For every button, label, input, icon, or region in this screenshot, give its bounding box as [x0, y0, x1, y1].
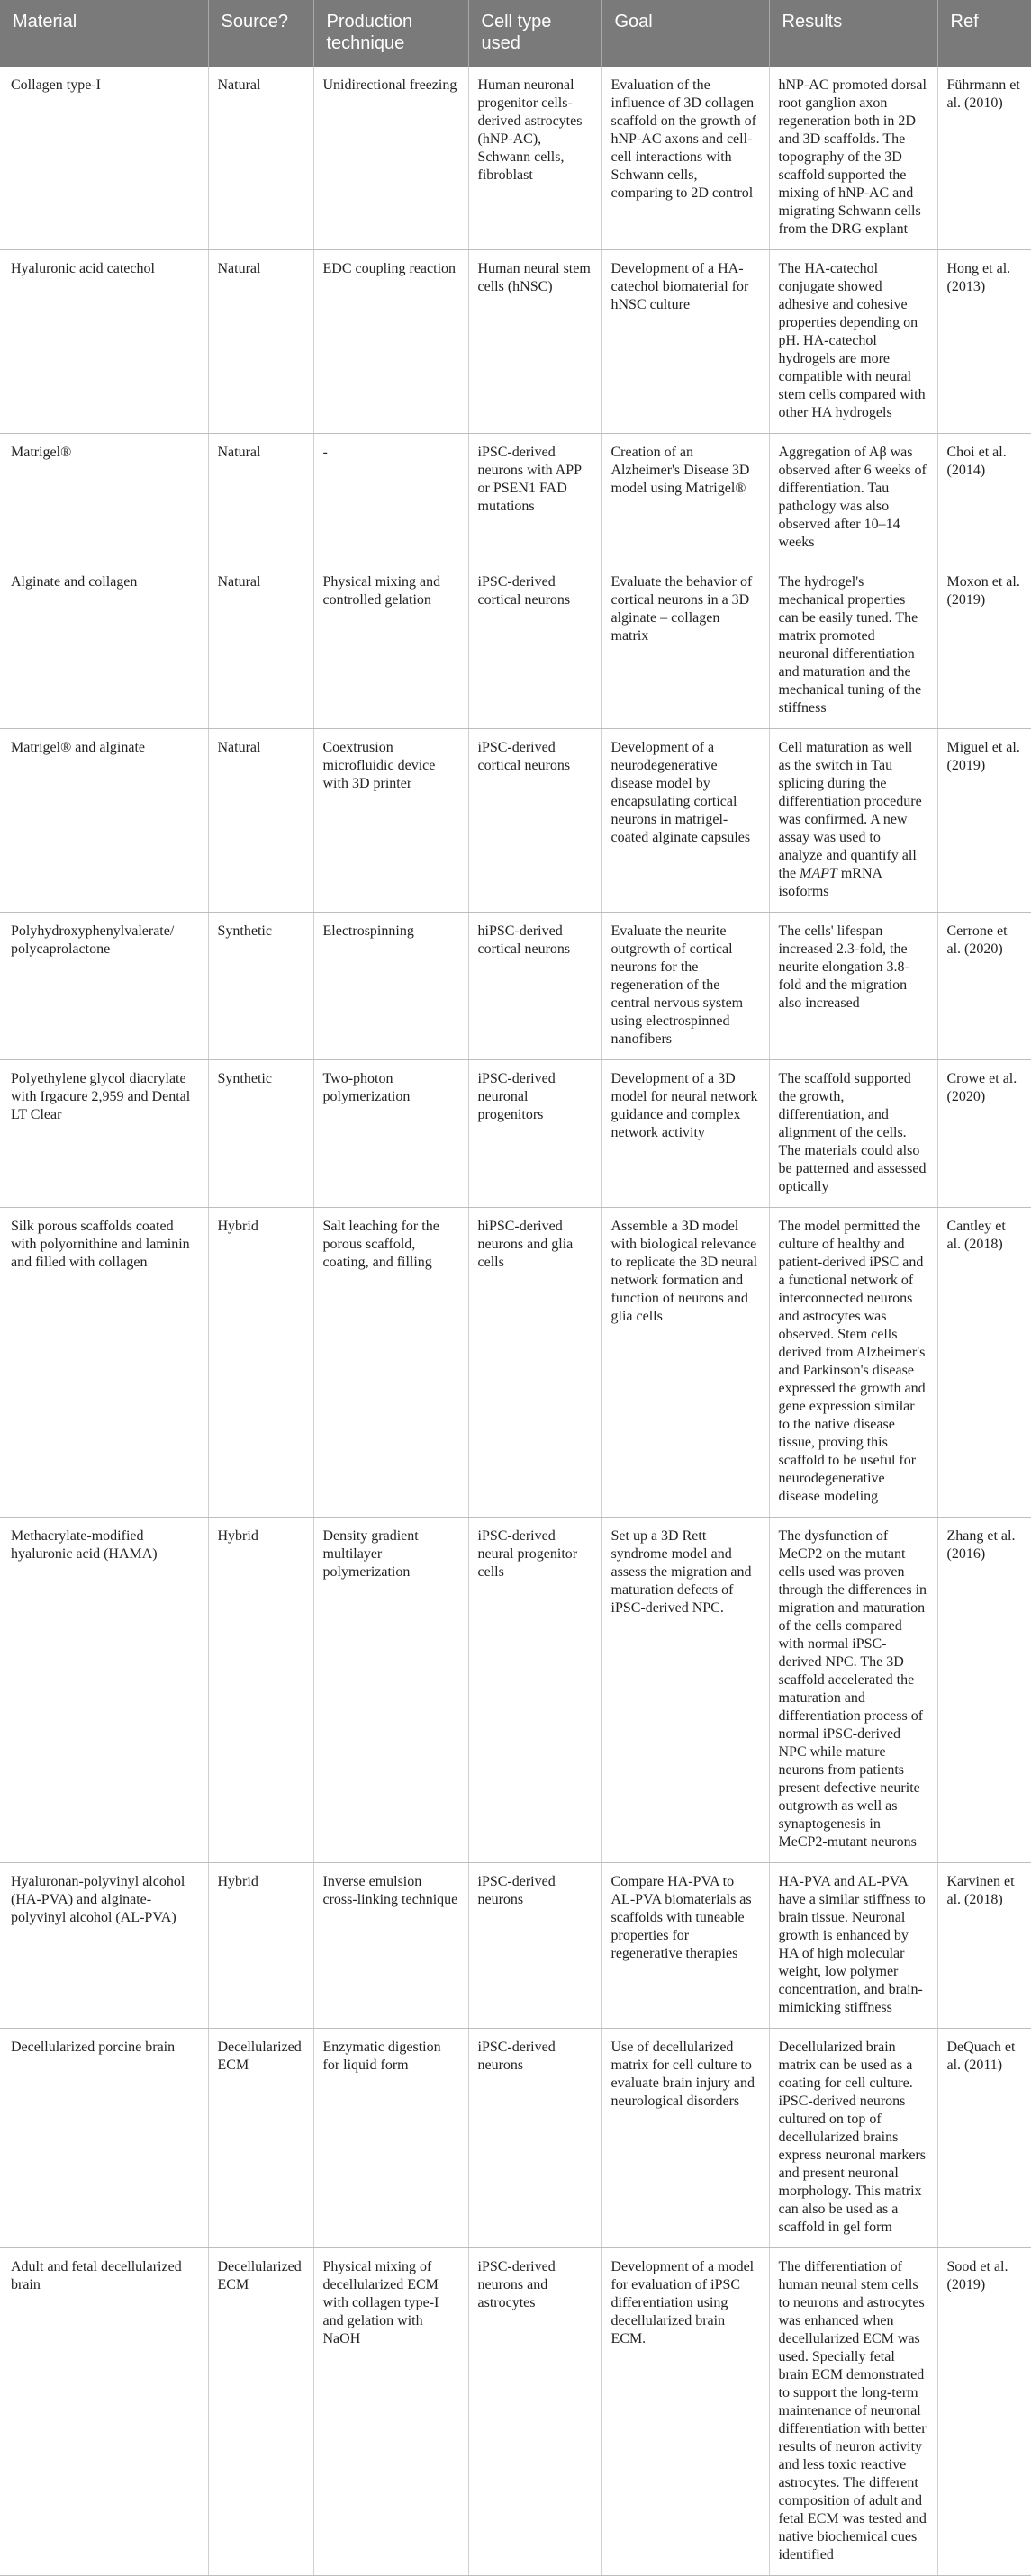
- cell-ref: Karvinen et al. (2018): [937, 1863, 1031, 2029]
- cell-goal: Development of a 3D model for neural network guidance and complex network activity: [601, 1060, 769, 1208]
- table-header: [0, 0, 1031, 67]
- cell-material: Polyhydroxyphenylvalerate/ polycaprolactone: [0, 913, 208, 1060]
- cell-ref: Cerrone et al. (2020): [937, 913, 1031, 1060]
- table-row: [0, 250, 1031, 434]
- table-row: [0, 913, 1031, 1060]
- cell-results: The hydrogel's mechanical properties can be easily tuned. The matrix promoted neuronal differentiation and maturation and the mechanical tuning of the stiffness: [769, 563, 937, 729]
- cell-ref: Zhang et al. (2016): [937, 1518, 1031, 1863]
- cell-technique: Unidirectional freezing: [313, 67, 468, 250]
- cell-material: Collagen type-I: [0, 67, 208, 250]
- cell-goal: Set up a 3D Rett syndrome model and assess the migration and maturation defects of iPSC-derived NPC.: [601, 1518, 769, 1863]
- cell-results: The cells' lifespan increased 2.3-fold, the neurite elongation 3.8-fold and the migration also increased: [769, 913, 937, 1060]
- table-row: [0, 1518, 1031, 1863]
- cell-technique: Density gradient multilayer polymerization: [313, 1518, 468, 1863]
- cell-results: hNP-AC promoted dorsal root ganglion axon regeneration both in 2D and 3D scaffolds. The topography of the 3D scaffold supported the mixing of hNP-AC and migrating Schwann cells from the DRG explant: [769, 67, 937, 250]
- cell-source: Natural: [208, 67, 313, 250]
- table-row: [0, 67, 1031, 250]
- cell-source: Natural: [208, 729, 313, 913]
- cell-results: HA-PVA and AL-PVA have a similar stiffness to brain tissue. Neuronal growth is enhanced by HA of high molecular weight, low polymer concentration, and brain-mimicking stiffness: [769, 1863, 937, 2029]
- cell-source: Hybrid: [208, 1208, 313, 1518]
- cell-material: Adult and fetal decellularized brain: [0, 2248, 208, 2576]
- cell-source: Natural: [208, 563, 313, 729]
- header-cell-type: Cell type used: [468, 0, 601, 67]
- cell-results: Decellularized brain matrix can be used as a coating for cell culture. iPSC-derived neurons cultured on top of decellularized brains express neuronal markers and present neuronal morphology. This matrix can also be used as a scaffold in gel form: [769, 2029, 937, 2248]
- cell-cell-type: Human neural stem cells (hNSC): [468, 250, 601, 434]
- cell-ref: Moxon et al. (2019): [937, 563, 1031, 729]
- cell-ref: DeQuach et al. (2011): [937, 2029, 1031, 2248]
- cell-material: Hyaluronan-polyvinyl alcohol (HA-PVA) and alginate-polyvinyl alcohol (AL-PVA): [0, 1863, 208, 2029]
- header-goal: Goal: [601, 0, 769, 67]
- cell-technique: Electrospinning: [313, 913, 468, 1060]
- cell-goal: Development of a model for evaluation of iPSC differentiation using decellularized brain ECM.: [601, 2248, 769, 2576]
- cell-goal: Use of decellularized matrix for cell culture to evaluate brain injury and neurological disorders: [601, 2029, 769, 2248]
- header-production-technique: Production technique: [313, 0, 468, 67]
- table-row: [0, 2029, 1031, 2248]
- cell-source: Natural: [208, 434, 313, 563]
- cell-cell-type: iPSC-derived neuronal progenitors: [468, 1060, 601, 1208]
- results-gene-name: MAPT: [800, 866, 837, 881]
- table-row: [0, 434, 1031, 563]
- cell-ref: Choi et al. (2014): [937, 434, 1031, 563]
- cell-technique: Coextrusion microfluidic device with 3D printer: [313, 729, 468, 913]
- cell-goal: Creation of an Alzheimer's Disease 3D model using Matrigel®: [601, 434, 769, 563]
- table-row: [0, 1863, 1031, 2029]
- table-row: [0, 563, 1031, 729]
- header-row: [0, 0, 1031, 67]
- cell-cell-type: hiPSC-derived neurons and glia cells: [468, 1208, 601, 1518]
- cell-cell-type: iPSC-derived neural progenitor cells: [468, 1518, 601, 1863]
- cell-results: The scaffold supported the growth, differentiation, and alignment of the cells. The materials could also be patterned and assessed optically: [769, 1060, 937, 1208]
- cell-source: Decellularized ECM: [208, 2248, 313, 2576]
- cell-ref: Sood et al. (2019): [937, 2248, 1031, 2576]
- header-ref: Ref: [937, 0, 1031, 67]
- cell-cell-type: iPSC-derived neurons and astrocytes: [468, 2248, 601, 2576]
- cell-ref: Crowe et al. (2020): [937, 1060, 1031, 1208]
- cell-ref: Miguel et al. (2019): [937, 729, 1031, 913]
- cell-source: Hybrid: [208, 1863, 313, 2029]
- cell-ref: Hong et al. (2013): [937, 250, 1031, 434]
- cell-material: Matrigel®: [0, 434, 208, 563]
- cell-ref: Cantley et al. (2018): [937, 1208, 1031, 1518]
- cell-cell-type: iPSC-derived neurons with APP or PSEN1 FAD mutations: [468, 434, 601, 563]
- cell-cell-type: iPSC-derived neurons: [468, 2029, 601, 2248]
- table-row: [0, 729, 1031, 913]
- cell-results: Aggregation of Aβ was observed after 6 weeks of differentiation. Tau pathology was also observed after 10–14 weeks: [769, 434, 937, 563]
- cell-material: Silk porous scaffolds coated with polyornithine and laminin and filled with collagen: [0, 1208, 208, 1518]
- header-results: Results: [769, 0, 937, 67]
- cell-results: The differentiation of human neural stem cells to neurons and astrocytes was enhanced when decellularized ECM was used. Specially fetal brain ECM demonstrated to support the long-term maintenance of neuronal differentiation with better results of neuron activity and less toxic reactive astrocytes. The different composition of adult and fetal ECM was tested and native biochemical cues identified: [769, 2248, 937, 2576]
- cell-material: Polyethylene glycol diacrylate with Irgacure 2,959 and Dental LT Clear: [0, 1060, 208, 1208]
- cell-material: Methacrylate-modified hyaluronic acid (HAMA): [0, 1518, 208, 1863]
- cell-material: Alginate and collagen: [0, 563, 208, 729]
- table-row: [0, 1208, 1031, 1518]
- cell-cell-type: hiPSC-derived cortical neurons: [468, 913, 601, 1060]
- cell-source: Hybrid: [208, 1518, 313, 1863]
- results-text-end: mRNA isoforms: [778, 866, 882, 899]
- cell-goal: Development of a neurodegenerative disease model by encapsulating cortical neurons in matrigel-coated alginate capsules: [601, 729, 769, 913]
- cell-cell-type: iPSC-derived cortical neurons: [468, 729, 601, 913]
- cell-technique: Physical mixing of decellularized ECM with collagen type-I and gelation with NaOH: [313, 2248, 468, 2576]
- cell-technique: EDC coupling reaction: [313, 250, 468, 434]
- cell-goal: Evaluation of the influence of 3D collagen scaffold on the growth of hNP-AC axons and cell-cell interactions with Schwann cells, comparing to 2D control: [601, 67, 769, 250]
- header-material: Material: [0, 0, 208, 67]
- cell-source: Decellularized ECM: [208, 2029, 313, 2248]
- cell-source: Natural: [208, 250, 313, 434]
- results-text: Cell maturation as well as the switch in Tau splicing during the differentiation procedure was confirmed. A new assay was used to analyze and quantify all the: [778, 740, 922, 881]
- cell-results: The model permitted the culture of healthy and patient-derived iPSC and a functional network of interconnected neurons and astrocytes was observed. Stem cells derived from Alzheimer's and Parkinson's disease expressed the growth and gene expression similar to the native disease tissue, proving this scaffold to be useful for neurodegenerative disease modeling: [769, 1208, 937, 1518]
- cell-technique: Inverse emulsion cross-linking technique: [313, 1863, 468, 2029]
- cell-results: The dysfunction of MeCP2 on the mutant cells used was proven through the differences in migration and maturation of the cells compared with normal iPSC-derived NPC. The 3D scaffold accelerated the maturation and differentiation process of normal iPSC-derived NPC while mature neurons from patients present defective neurite outgrowth as well as synaptogenesis in MeCP2-mutant neurons: [769, 1518, 937, 1863]
- cell-technique: Physical mixing and controlled gelation: [313, 563, 468, 729]
- cell-material: Decellularized porcine brain: [0, 2029, 208, 2248]
- cell-goal: Assemble a 3D model with biological relevance to replicate the 3D neural network formation and function of neurons and glia cells: [601, 1208, 769, 1518]
- cell-goal: Evaluate the behavior of cortical neurons in a 3D alginate – collagen matrix: [601, 563, 769, 729]
- header-source: Source?: [208, 0, 313, 67]
- cell-material: Matrigel® and alginate: [0, 729, 208, 913]
- cell-technique: Enzymatic digestion for liquid form: [313, 2029, 468, 2248]
- cell-goal: Development of a HA-catechol biomaterial for hNSC culture: [601, 250, 769, 434]
- cell-technique: Two-photon polymerization: [313, 1060, 468, 1208]
- cell-cell-type: iPSC-derived neurons: [468, 1863, 601, 2029]
- cell-goal: Evaluate the neurite outgrowth of cortical neurons for the regeneration of the central nervous system using electrospinned nanofibers: [601, 913, 769, 1060]
- cell-goal: Compare HA-PVA to AL-PVA biomaterials as scaffolds with tuneable properties for regenerative therapies: [601, 1863, 769, 2029]
- cell-technique: -: [313, 434, 468, 563]
- cell-source: Synthetic: [208, 1060, 313, 1208]
- cell-source: Synthetic: [208, 913, 313, 1060]
- cell-results: [769, 729, 937, 913]
- cell-technique: Salt leaching for the porous scaffold, coating, and filling: [313, 1208, 468, 1518]
- cell-ref: Führmann et al. (2010): [937, 67, 1031, 250]
- cell-results: The HA-catechol conjugate showed adhesive and cohesive properties depending on pH. HA-catechol hydrogels are more compatible with neural stem cells compared with other HA hydrogels: [769, 250, 937, 434]
- table-row: [0, 1060, 1031, 1208]
- cell-cell-type: iPSC-derived cortical neurons: [468, 563, 601, 729]
- cell-cell-type: Human neuronal progenitor cells-derived astrocytes (hNP-AC), Schwann cells, fibroblast: [468, 67, 601, 250]
- table-body: [0, 67, 1031, 2576]
- table-row: [0, 2248, 1031, 2576]
- cell-material: Hyaluronic acid catechol: [0, 250, 208, 434]
